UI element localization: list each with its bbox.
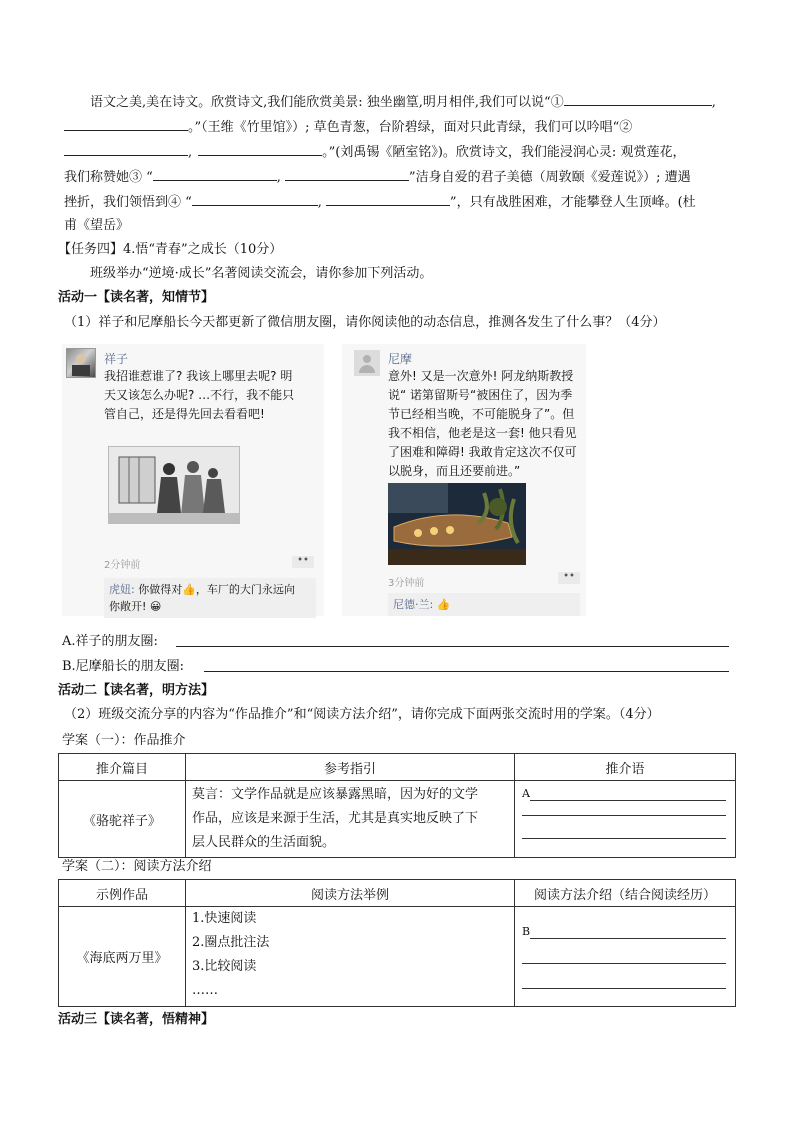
intro-line-3	[64, 141, 730, 163]
intro-text: 挫折，我们领悟到④ “	[64, 195, 192, 210]
post-text-line: 意外! 又是一次意外! 阿龙纳斯教授	[388, 369, 574, 383]
post-text-line: 我不相信，他老是这一套! 他只看见	[388, 426, 577, 440]
table-header: 示例作品	[59, 880, 186, 907]
intro-line-5	[64, 191, 730, 213]
answer-line[interactable]	[530, 800, 726, 801]
intro-text: 甫《望岳》	[64, 218, 130, 233]
sheet-1-table	[58, 753, 736, 858]
post-text-line: 天又该怎么办呢? …不行，我不能只	[104, 388, 295, 402]
answer-a-blank[interactable]	[176, 646, 729, 647]
comment-box	[388, 593, 580, 616]
post-text-line: 节已经相当晚，不可能脱身了”。但	[388, 407, 575, 421]
activity-2-title: 活动二【读名著，明方法】	[58, 683, 215, 698]
commenter-name[interactable]: 虎妞:	[109, 583, 135, 596]
work-title: 《海底两万里》	[59, 907, 186, 1007]
table-header: 参考指引	[186, 754, 515, 781]
answer-line[interactable]	[530, 938, 726, 939]
method-item: ……	[192, 983, 218, 998]
post-text-line: 以脱身，而且还要前进。”	[388, 464, 521, 478]
method-item: 1.快速阅读	[192, 911, 257, 926]
method-item: 2.圈点批注法	[192, 935, 270, 950]
task-title: 【任务四】4.悟“青春”之成长（10分）	[58, 242, 283, 257]
table-header: 阅读方法举例	[186, 880, 515, 907]
activity-2-question: （2）班级交流分享的内容为“作品推介”和“阅读方法介绍”，请你完成下面两张交流时用的学案。（4分）	[64, 707, 660, 722]
avatar	[66, 348, 96, 378]
answer-mark: A	[522, 787, 530, 800]
intro-text: 我们称赞她③ “	[64, 170, 153, 185]
answer-line[interactable]	[522, 838, 726, 839]
work-title: 《骆驼祥子》	[59, 781, 186, 858]
answer-blank[interactable]	[153, 166, 277, 181]
answer-blank[interactable]	[564, 91, 712, 106]
comment-text: 👍	[433, 598, 451, 611]
sheet-1-title: 学案（一）：作品推介	[62, 733, 186, 748]
table-header: 推介篇目	[59, 754, 186, 781]
more-actions-button[interactable]: ••	[292, 556, 314, 568]
intro-text: 。”(刘禹锡《陋室铭》)。欣赏诗文，我们能浸润心灵: 观赏莲花，	[322, 145, 686, 160]
guide-text	[186, 781, 515, 858]
intro-text: ,	[317, 195, 322, 210]
guide-line: 层人民群众的生活面貌。	[192, 835, 336, 850]
intro-line-4	[64, 166, 730, 188]
answer-a-label: A.祥子的朋友圈:	[62, 634, 158, 649]
activity-1-question: （1）祥子和尼摩船长今天都更新了微信朋友圈，请你阅读他的动态信息，推测各发生了什么事？（4分）	[64, 315, 666, 330]
answer-b-blank[interactable]	[204, 671, 729, 672]
intro-line-2	[64, 116, 730, 138]
sheet-2-title: 学案（二）：阅读方法介绍	[62, 859, 212, 874]
default-avatar-icon	[363, 355, 371, 363]
intro-text: ”洁身自爱的君子美德（周敦颐《爱莲说》）; 遭遇	[408, 170, 691, 185]
guide-line: 莫言：文学作品就是应该暴露黑暗，因为好的文学	[192, 787, 479, 802]
submarine-illustration	[388, 483, 526, 565]
moments-card-nemo	[342, 344, 586, 616]
sketch-illustration	[109, 447, 239, 523]
intro-line-6	[64, 216, 730, 236]
intro-text: ,	[711, 95, 716, 110]
comment-box	[104, 578, 316, 618]
guide-line: 作品，应该是来源于生活，尤其是真实地反映了下	[192, 811, 479, 826]
answer-line[interactable]	[522, 815, 726, 816]
post-time: 3分钟前	[388, 578, 425, 589]
answer-blank[interactable]	[64, 116, 188, 131]
intro-text: 。”（王维《竹里馆》）; 草色青葱，台阶碧绿，面对只此青绿，我们可以吟唱“②	[188, 120, 633, 135]
post-text-line: 管自己，还是得先回去看看吧!	[104, 407, 265, 421]
moments-card-xiangzi	[62, 344, 324, 616]
post-text-line: 了困难和障碍! 我敢肯定这次不仅可	[388, 445, 577, 459]
answer-b-label: B.尼摩船长的朋友圈:	[62, 659, 185, 674]
post-time: 2分钟前	[104, 560, 141, 571]
intro-line-1	[90, 91, 730, 113]
recommendation-answer-cell[interactable]	[515, 781, 736, 858]
post-image[interactable]	[108, 446, 240, 524]
intro-text: ,	[188, 145, 193, 160]
answer-blank[interactable]	[285, 166, 409, 181]
method-list	[186, 907, 515, 1007]
method-item: 3.比较阅读	[192, 959, 257, 974]
poster-name[interactable]: 祥子	[104, 352, 129, 366]
answer-blank[interactable]	[192, 191, 318, 206]
answer-blank[interactable]	[64, 141, 188, 156]
intro-text: ”，只有战胜困难，才能攀登人生顶峰。(杜	[449, 195, 696, 210]
post-image[interactable]	[388, 483, 526, 565]
activity-1-title: 活动一【读名著，知情节】	[58, 290, 215, 305]
answer-line[interactable]	[522, 963, 726, 964]
intro-text: 语文之美,美在诗文。欣赏诗文,我们能欣赏美景: 独坐幽篁,明月相伴,我们可以说“①	[90, 95, 564, 110]
answer-b-row	[62, 657, 730, 677]
answer-blank[interactable]	[198, 141, 322, 156]
commenter-name[interactable]: 尼德·兰:	[393, 598, 434, 611]
table-header: 推介语	[515, 754, 736, 781]
post-text	[388, 367, 577, 481]
sheet-2-table	[58, 879, 736, 1007]
answer-line[interactable]	[522, 988, 726, 989]
avatar	[354, 350, 380, 376]
post-text-line: 说“ 诺第留斯号“被困住了，因为季	[388, 388, 573, 402]
answer-mark: B	[522, 925, 531, 938]
intro-text: ,	[276, 170, 281, 185]
post-text	[104, 367, 294, 424]
answer-blank[interactable]	[326, 191, 450, 206]
more-actions-button[interactable]: ••	[558, 572, 580, 584]
comment-text: 你做得对👍，车厂的大门永远向	[134, 583, 295, 596]
table-header: 阅读方法介绍（结合阅读经历）	[515, 880, 736, 907]
task-description: 班级举办“逆境·成长”名著阅读交流会，请你参加下列活动。	[90, 266, 433, 281]
comment-text: 你敞开! 😀	[109, 600, 162, 613]
activity-3-title: 活动三【读名著，悟精神】	[58, 1012, 215, 1027]
method-answer-cell[interactable]	[515, 907, 736, 1007]
answer-a-row	[62, 632, 730, 652]
post-text-line: 我招谁惹谁了? 我该上哪里去呢? 明	[104, 369, 293, 383]
poster-name[interactable]: 尼摩	[388, 352, 413, 366]
